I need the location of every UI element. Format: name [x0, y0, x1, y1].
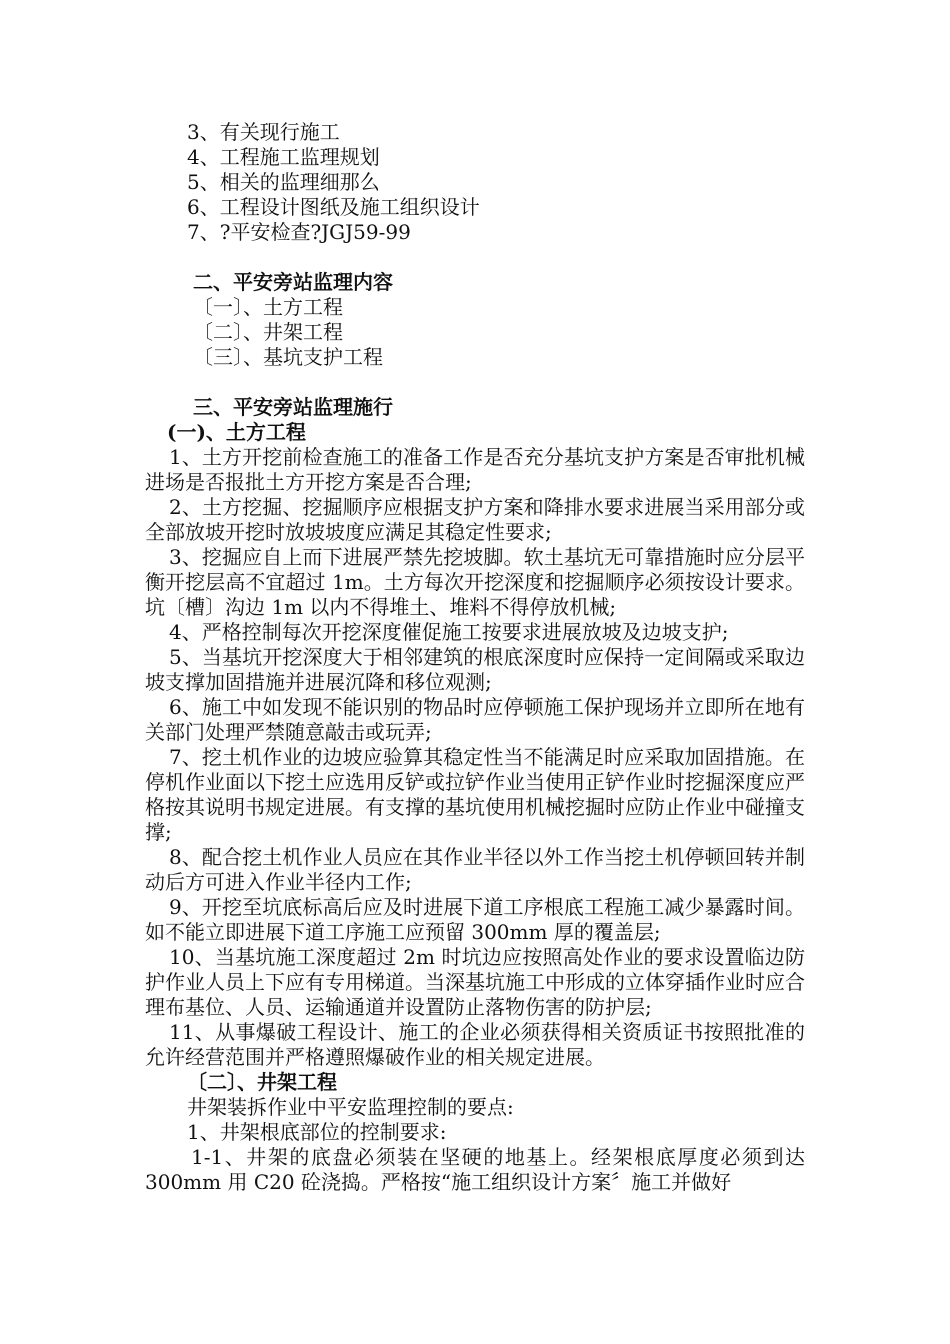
subsection-heading: (一)、土方工程: [167, 420, 306, 444]
document-page: [145, 120, 805, 1195]
reference-item: 7、?平安检查?JGJ59-99: [187, 220, 411, 244]
subsection-heading: 〔二〕、井架工程: [187, 1070, 337, 1094]
intro-line: 井架装拆作业中平安监理控制的要点:: [187, 1095, 514, 1119]
list-item: 1、井架根底部位的控制要求:: [187, 1120, 447, 1144]
paragraph: 11、从事爆破工程设计、施工的企业必须获得相关资质证书按照批准的允许经营范围并严格遵照爆破作业的相关规定进展。: [145, 1020, 805, 1069]
paragraph: 6、施工中如发现不能识别的物品时应停顿施工保护现场并立即所在地有关部门处理严禁随意敲击或玩弄;: [145, 695, 805, 744]
content-item: 〔二〕、井架工程: [193, 320, 343, 344]
section-heading: 三、平安旁站监理施行: [193, 395, 393, 419]
paragraph: 1、土方开挖前检查施工的准备工作是否充分基坑支护方案是否审批机械进场是否报批土方开挖方案是否合理;: [145, 445, 805, 494]
section-heading: 二、平安旁站监理内容: [193, 270, 393, 294]
paragraph: 4、严格控制每次开挖深度催促施工按要求进展放坡及边坡支护;: [169, 620, 729, 644]
paragraph: 7、挖土机作业的边坡应验算其稳定性当不能满足时应采取加固措施。在停机作业面以下挖土应选用反铲或拉铲作业当使用正铲作业时挖掘深度应严格按其说明书规定进展。有支撑的基坑使用机械挖掘时应防止作业中碰撞支撑;: [145, 745, 805, 844]
paragraph: 10、当基坑施工深度超过 2m 时坑边应按照高处作业的要求设置临边防护作业人员上下应有专用梯道。当深基坑施工中形成的立体穿插作业时应合理布基位、人员、运输通道并设置防止落物伤害的防护层;: [145, 945, 805, 1019]
content-item: 〔三〕、基坑支护工程: [193, 345, 383, 369]
content-item: 〔一〕、土方工程: [193, 295, 343, 319]
paragraph: 5、当基坑开挖深度大于相邻建筑的根底深度时应保持一定间隔或采取边坡支撑加固措施并进展沉降和移位观测;: [145, 645, 805, 694]
reference-item: 4、工程施工监理规划: [187, 145, 380, 169]
reference-item: 5、相关的监理细那么: [187, 170, 380, 194]
paragraph: 8、配合挖土机作业人员应在其作业半径以外工作当挖土机停顿回转并制动后方可进入作业半径内工作;: [145, 845, 805, 894]
paragraph: 2、土方挖掘、挖掘顺序应根据支护方案和降排水要求进展当采用部分或全部放坡开挖时放坡坡度应满足其稳定性要求;: [145, 495, 805, 544]
paragraph: 3、挖掘应自上而下进展严禁先挖坡脚。软土基坑无可靠措施时应分层平衡开挖层高不宜超过 1m。土方每次开挖深度和挖掘顺序必须按设计要求。坑〔槽〕沟边 1m 以内不得堆土、堆料不得停放机械;: [145, 545, 805, 619]
reference-item: 6、工程设计图纸及施工组织设计: [187, 195, 480, 219]
spacer: [145, 245, 805, 270]
paragraph: 1-1、井架的底盘必须装在坚硬的地基上。经架根底厚度必须到达 300mm 用 C20 砼浇捣。严格按“施工组织设计方案〞施工并做好: [145, 1145, 805, 1194]
reference-item: 3、有关现行施工: [187, 120, 340, 144]
spacer: [145, 370, 805, 395]
paragraph: 9、开挖至坑底标高后应及时进展下道工序根底工程施工减少暴露时间。如不能立即进展下道工序施工应预留 300mm 厚的覆盖层;: [145, 895, 805, 944]
